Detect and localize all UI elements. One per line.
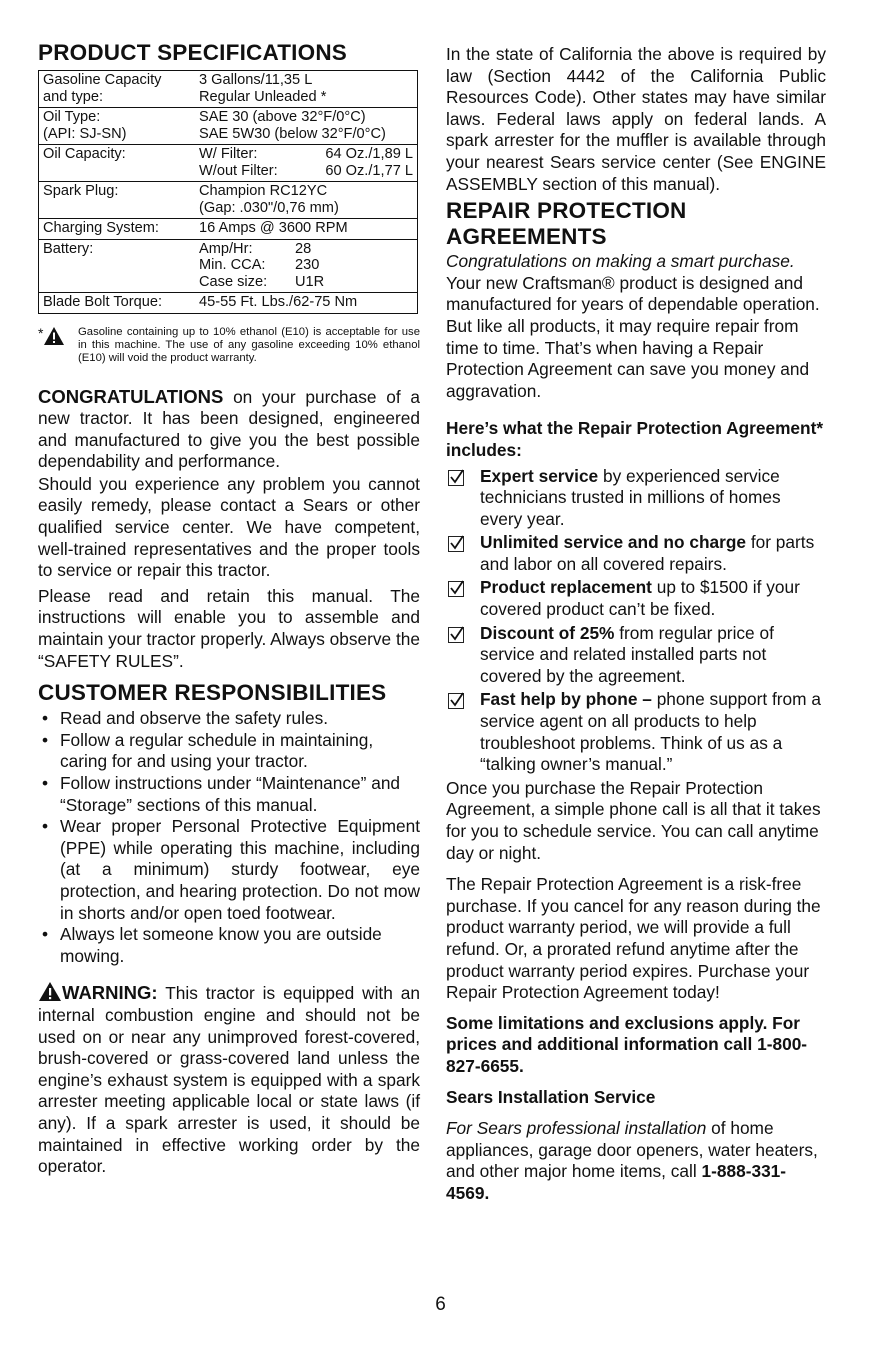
manual-paragraph: Please read and retain this manual. The instructions will enable you to assemble and maintain your tractor properly. Always observe the “SAFETY RULES”. bbox=[38, 585, 420, 671]
service-paragraph: Should you experience any problem you cannot easily remedy, please contact a Sears or other qualified service center. We have competent, well-trained representatives and the proper tools to service or repair this tractor. bbox=[38, 473, 420, 581]
checkbox-checked-icon bbox=[448, 536, 464, 552]
checkbox-checked-icon bbox=[448, 581, 464, 597]
list-item: Discount of 25% from regular price of service and related installed parts not covered by the agreement. bbox=[446, 623, 826, 688]
warning-paragraph: WARNING: This tractor is equipped with an internal combustion engine and should not be used on or near any unimproved forest-covered, brush-covered or grass-covered land unless the engine’s exhaust system is equipped with a spark arrester meeting applicable local or state laws (if any). If a spark arrester is used, it should be maintained in effective working order by the operator. bbox=[38, 982, 420, 1177]
warning-triangle-icon bbox=[38, 981, 62, 1002]
list-item: Unlimited service and no charge for parts and labor on all covered repairs. bbox=[446, 532, 826, 575]
rpa-checklist bbox=[446, 466, 826, 776]
includes-heading: Here’s what the Repair Protection Agreement* includes: bbox=[446, 418, 824, 460]
limitations-paragraph: Some limitations and exclusions apply. For prices and additional information call 1-800-827-6655. bbox=[446, 1012, 808, 1076]
congrats-paragraph: CONGRATULATIONS on your purchase of a new tractor. It has been designed, engineered and manufactured to give you the best possible dependability and performance. bbox=[38, 385, 420, 472]
riskfree-paragraph: The Repair Protection Agreement is a risk-free purchase. If you cancel for any reason during the product warranty period, we will provide a full refund. Or, a prorated refund anytime after the product warranty period expires. Purchase your Repair Protection Agreement today! bbox=[446, 874, 821, 1003]
list-item: • Wear proper Personal Protective Equipment (PPE) while operating this machine, including (at a minimum) sturdy footwear, eye protection, and hearing protection. Do not mow in shorts and/or open toed footwear. bbox=[42, 816, 420, 923]
installation-heading: Sears Installation Service bbox=[446, 1086, 656, 1107]
rpa-heading: REPAIR PROTECTION AGREEMENTS bbox=[446, 198, 687, 250]
specs-heading: PRODUCT SPECIFICATIONS bbox=[38, 40, 347, 65]
right-column bbox=[446, 40, 826, 1205]
installation-paragraph: For Sears professional installation of home appliances, garage door openers, water heaters, and other major home items, call 1-888-331-4569. bbox=[446, 1118, 818, 1203]
customer-list bbox=[38, 708, 420, 967]
spec-row-battery: Battery: Amp/Hr: 28 Min. CCA: 230 Case size: U1R bbox=[39, 239, 418, 293]
list-item: • Follow instructions under “Maintenance” and “Storage” sections of this manual. bbox=[42, 773, 401, 815]
warning-triangle-icon bbox=[43, 326, 65, 346]
spec-row-spark-plug: Spark Plug: Champion RC12YC (Gap: .030"/0,76 mm) bbox=[39, 182, 418, 219]
list-item: • Always let someone know you are outside mowing. bbox=[42, 924, 382, 966]
spec-row-oil-capacity: Oil Capacity: W/ Filter: 64 Oz./1,89 L W/out Filter: 60 Oz./1,77 L bbox=[39, 145, 418, 182]
spec-row-gasoline: Gasoline Capacity and type: 3 Gallons/11,35 L Regular Unleaded * bbox=[39, 71, 418, 108]
spec-row-charging: Charging System: 16 Amps @ 3600 RPM bbox=[39, 219, 418, 240]
page-number: 6 bbox=[435, 1294, 446, 1315]
list-item: • Read and observe the safety rules. bbox=[42, 708, 329, 729]
ethanol-note: * Gasoline containing up to 10% ethanol (E10) is acceptable for use in this machine. The use of any gasoline exceeding 10% ethanol (E10) will void the product warranty. bbox=[38, 324, 420, 364]
list-item: Expert service by experienced service technicians trusted in millions of homes every year. bbox=[446, 466, 826, 531]
checkbox-checked-icon bbox=[448, 693, 464, 709]
list-item: • Follow a regular schedule in maintaining, caring for and using your tractor. bbox=[42, 729, 374, 772]
once-paragraph: Once you purchase the Repair Protection Agreement, a simple phone call is all that it takes for you to schedule service. You can call anytime day or night. bbox=[446, 777, 821, 863]
california-paragraph: In the state of California the above is required by law (Section 4442 of the California Public Resources Code). Other states may have similar laws. Federal laws apply on federal lands. A spark arrester for the muffler is available through your nearest Sears service center (See ENGINE ASSEMBLY section of this manual). bbox=[446, 44, 826, 194]
checkbox-checked-icon bbox=[448, 627, 464, 643]
spec-row-oil-type: Oil Type: (API: SJ-SN) SAE 30 (above 32°F/0°C) SAE 5W30 (below 32°F/0°C) bbox=[39, 108, 418, 145]
customer-heading: CUSTOMER RESPONSIBILITIES bbox=[38, 680, 387, 706]
list-item: Product replacement up to $1500 if your covered product can’t be fixed. bbox=[446, 577, 826, 620]
rpa-intro: Congratulations on making a smart purchase. Your new Craftsman® product is designed and manufactured for years of dependable operation. But like all products, it may require repair from time to time. That’s when having a Repair Protection Agreement can save you money and aggravation. bbox=[446, 251, 820, 401]
list-item: Fast help by phone – phone support from a service agent on all products to help troubleshoot problems. Think of us as a “talking owner’s manual.” bbox=[446, 689, 826, 775]
left-column bbox=[38, 40, 420, 1178]
checkbox-checked-icon bbox=[448, 470, 464, 486]
specs-table bbox=[38, 70, 418, 314]
spec-row-blade-torque: Blade Bolt Torque: 45-55 Ft. Lbs./62-75 Nm bbox=[39, 293, 418, 314]
